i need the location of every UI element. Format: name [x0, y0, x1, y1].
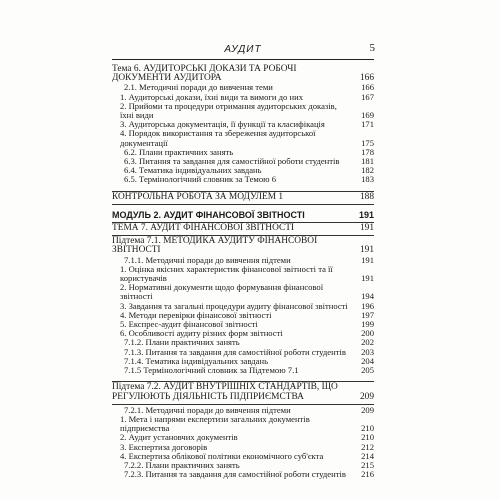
- toc-entry: 2.1. Методичні поради до вивчення теми 166: [124, 82, 374, 93]
- toc-entry: 6.4. Тематика індивідуальних завдань 182: [124, 165, 374, 176]
- toc-entry-subtopic-7-2: Підтема 7.2. АУДИТ ВНУТРІШНІХ СТАНДАРТІВ, ЩО РЕГУЛЮЮТЬ ДІЯЛЬНІСТЬ ПІДПРИЄМСТВА 209: [112, 382, 374, 402]
- toc-entry: 1. Мета і напрями експертизи загальних документів підприємства 210: [120, 413, 374, 434]
- toc-entry: 7.1.5 Термінологічний словник за Підтемою 7.1 205: [124, 365, 374, 376]
- toc-entry: 6. Особливості аудиту різних форм звітності 200: [120, 328, 374, 339]
- header-rule: [112, 59, 374, 60]
- toc-entry: 7.2.2. Плани практичних занять 215: [124, 459, 374, 470]
- toc-entry-control-work: КОНТРОЛЬНА РОБОТА ЗА МОДУЛЕМ 1 188: [112, 191, 374, 202]
- toc-entry: 3. Завдання та загальні процедури аудиту фінансової звітності 196: [120, 300, 374, 311]
- toc-entry: 2. Прийоми та процедури отримання аудиторських доказів, їхні види 169: [120, 100, 374, 121]
- toc-entry: 3. Експертиза договорів 212: [120, 441, 374, 452]
- toc-entry: 7.1.4. Тематика індивідуальних завдань 204: [124, 355, 374, 366]
- page-number: 5: [369, 42, 375, 54]
- toc-entry: 7.1.1. Методичні поради до вивчення підтеми 191: [124, 254, 374, 265]
- toc-entry: 7.2.3. Питання та завдання для самостійної роботи студентів 216: [124, 469, 374, 480]
- toc-entry: 6.3. Питання та завдання для самостійної роботи студентів 181: [124, 156, 374, 167]
- toc-entry: 4. Порядок використання та збереження аудиторської документації 175: [120, 128, 374, 148]
- toc-entry: 2. Аудит установчих документів 210: [120, 432, 374, 443]
- toc-entry-topic-7: ТЕМА 7. АУДИТ ФІНАНСОВОЇ ЗВІТНОСТІ 191: [112, 223, 374, 234]
- table-of-contents: [112, 65, 374, 479]
- toc-entry: 6.2. Плани практичних занять 178: [124, 146, 374, 157]
- toc-entry: 5. Експрес-аудит фінансової звітності 199: [120, 319, 374, 330]
- running-title: АУДИТ: [224, 44, 262, 55]
- toc-entry: 4. Методи перевірки фінансової звітності 197: [120, 309, 374, 320]
- toc-entry: 7.2.1. Методичні поради до вивчення підтеми 209: [124, 404, 374, 415]
- toc-entry: 4. Експертиза облікової політики економічного суб'єкта 214: [120, 450, 374, 461]
- toc-entry: 1. Оцінка якісних характеристик фінансової звітності та її користувачів 191: [120, 263, 374, 284]
- running-header: [112, 44, 374, 58]
- toc-entry-module-2: МОДУЛЬ 2. АУДИТ ФІНАНСОВОЇ ЗВІТНОСТІ 191: [112, 209, 374, 220]
- toc-entry: 6.5. Термінологічний словник за Темою 6 183: [124, 174, 374, 185]
- toc-entry: 2. Нормативні документи щодо формування фінансової звітності 194: [120, 282, 374, 302]
- toc-entry: 1. Аудиторські докази, їхні види та вимоги до них 167: [120, 91, 374, 102]
- toc-entry-subtopic-7-1: Підтема 7.1. МЕТОДИКА АУДИТУ ФІНАНСОВОЇ ЗВІТНОСТІ 191: [112, 236, 374, 256]
- toc-entry: 3. Аудиторська документація, її функції та класифікація 171: [120, 119, 374, 130]
- toc-entry: 7.1.2. Плани практичних занять 202: [124, 337, 374, 348]
- section-divider: [112, 204, 374, 205]
- toc-entry: 7.1.3. Питання та завдання для самостійної роботи студентів 203: [124, 346, 374, 357]
- toc-entry-topic-6: Тема 6. АУДИТОРСЬКІ ДОКАЗИ ТА РОБОЧІ ДОКУМЕНТИ АУДИТОРА 166: [112, 64, 374, 84]
